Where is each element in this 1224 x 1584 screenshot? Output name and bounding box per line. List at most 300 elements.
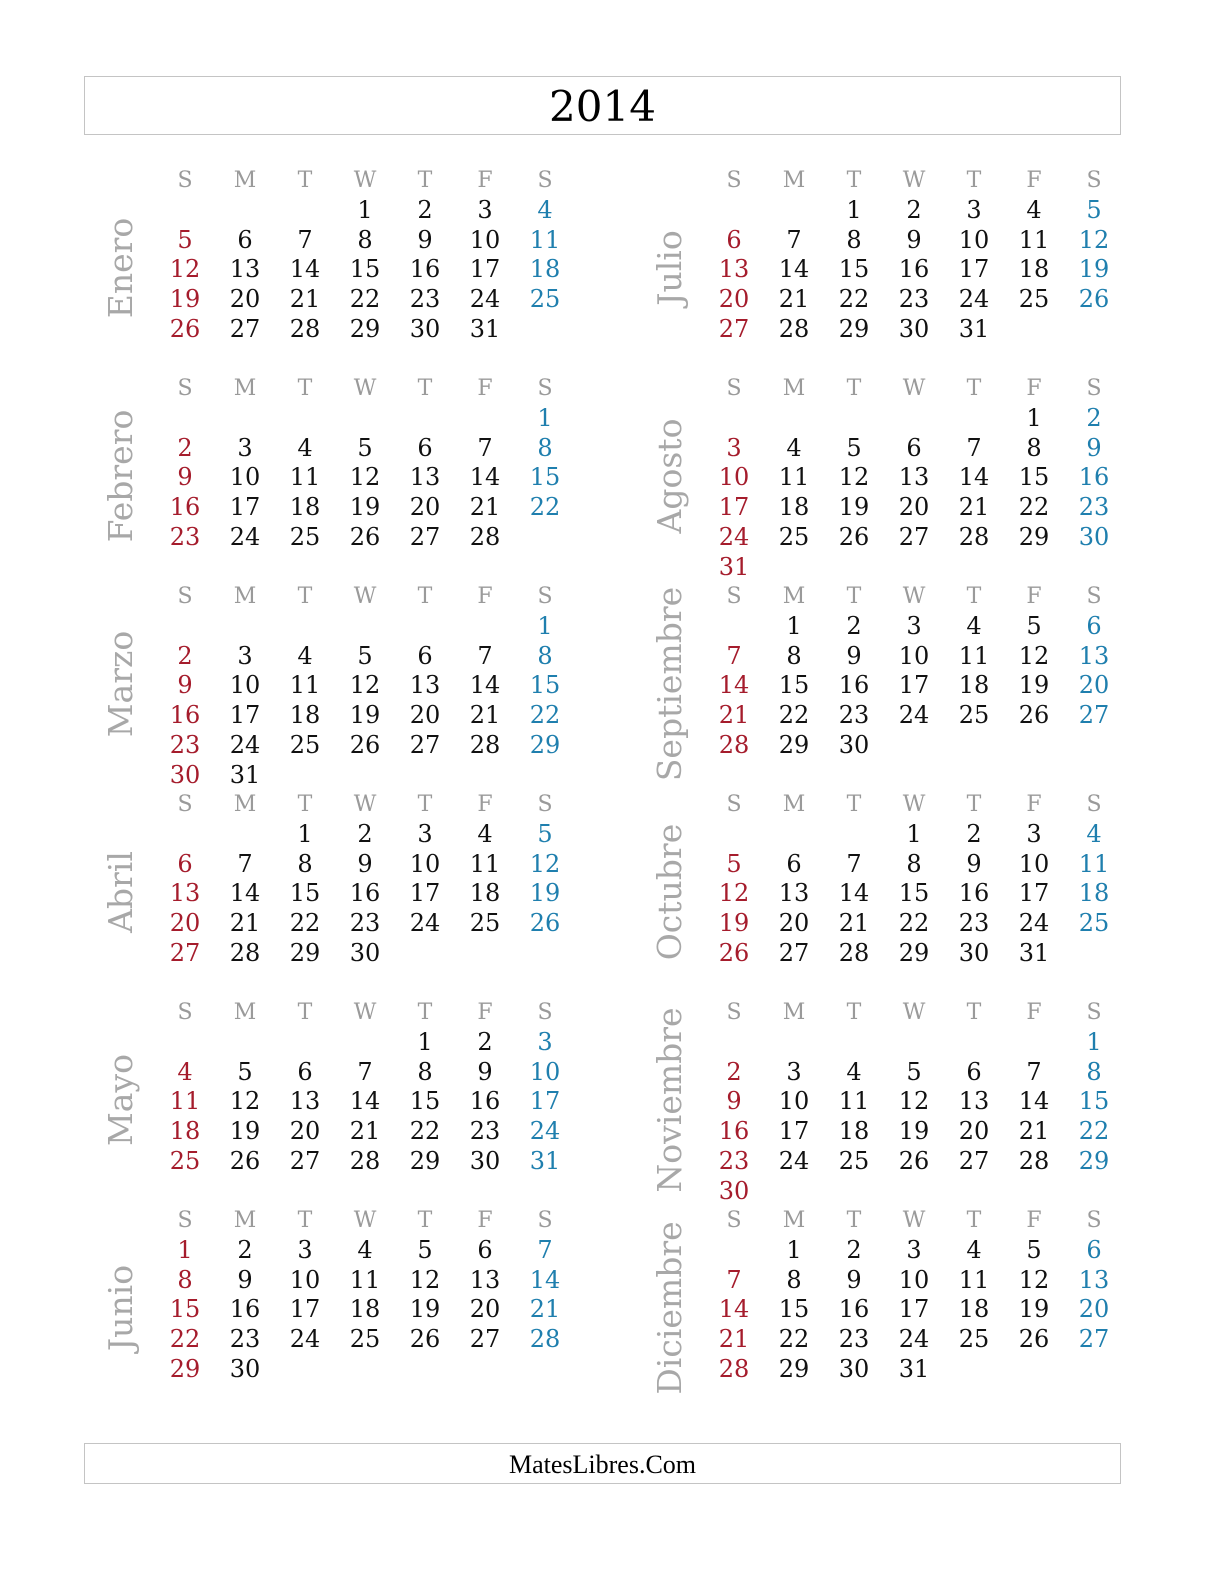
day-cell: 17 [229,493,261,522]
day-cell: 18 [838,1117,870,1146]
day-cell: 8 [177,1265,193,1294]
weekday-header: M [782,792,806,817]
day-cell: 7 [237,849,253,878]
day-cell: 12 [529,849,561,878]
day-cell: 5 [1026,1235,1042,1264]
month-name: Noviembre [650,1007,689,1193]
month-name: Febrero [101,409,140,543]
day-cell: 26 [349,730,381,759]
month-septiembre [634,582,1154,790]
day-cell: 9 [357,849,373,878]
weekday-header: W [902,584,926,609]
day-cell: 25 [289,522,321,551]
day-cell: 31 [958,314,990,343]
month-octubre [634,790,1154,998]
day-cell: 22 [898,909,930,938]
weekday-header: S [537,376,553,401]
weekday-header: S [177,168,193,193]
day-cell: 11 [1018,225,1050,254]
day-cell: 5 [357,641,373,670]
day-cell: 20 [1078,1295,1110,1324]
day-cell: 14 [1018,1087,1050,1116]
day-cell: 9 [417,225,433,254]
day-cell: 12 [1078,225,1110,254]
day-cell: 28 [529,1325,561,1354]
day-cell: 15 [838,255,870,284]
day-cell: 4 [297,641,313,670]
empty-cell [155,404,215,434]
weekday-header: F [477,792,493,817]
day-cell: 15 [409,1087,441,1116]
day-cell: 16 [169,701,201,730]
day-cell: 17 [718,493,750,522]
day-cell: 26 [169,314,201,343]
day-cell: 15 [1078,1087,1110,1116]
day-cell: 20 [898,493,930,522]
month-days-grid [155,790,575,969]
day-cell: 7 [537,1235,553,1264]
day-cell: 7 [477,433,493,462]
day-cell: 4 [177,1057,193,1086]
day-cell: 28 [718,1354,750,1383]
weekday-header: S [537,168,553,193]
empty-cell [455,612,515,642]
day-cell: 4 [1026,195,1042,224]
empty-cell [704,820,764,850]
day-cell: 21 [958,493,990,522]
day-cell: 25 [169,1146,201,1175]
month-noviembre [634,998,1154,1206]
month-days-grid [155,998,575,1177]
day-cell: 22 [1078,1117,1110,1146]
day-cell: 10 [778,1087,810,1116]
day-cell: 29 [289,938,321,967]
weekday-header: T [417,168,433,193]
day-cell: 4 [786,433,802,462]
day-cell: 17 [778,1117,810,1146]
weekday-header: T [966,376,982,401]
month-days-grid [704,998,1124,1207]
day-cell: 11 [349,1265,381,1294]
day-cell: 13 [1078,641,1110,670]
empty-cell [215,612,275,642]
day-cell: 9 [846,1265,862,1294]
weekday-header: T [297,792,313,817]
day-cell: 30 [958,938,990,967]
day-cell: 24 [289,1325,321,1354]
day-cell: 24 [898,701,930,730]
weekday-header: M [233,376,257,401]
day-cell: 13 [1078,1265,1110,1294]
day-cell: 21 [778,285,810,314]
month-days-grid [704,374,1124,583]
day-cell: 3 [237,641,253,670]
day-cell: 20 [958,1117,990,1146]
empty-cell [764,196,824,226]
day-cell: 25 [529,285,561,314]
day-cell: 23 [1078,493,1110,522]
day-cell: 23 [469,1117,501,1146]
day-cell: 28 [349,1146,381,1175]
day-cell: 24 [958,285,990,314]
day-cell: 26 [409,1325,441,1354]
empty-cell [455,404,515,434]
day-cell: 4 [357,1235,373,1264]
month-name: Junio [101,1264,140,1352]
day-cell: 22 [529,701,561,730]
day-cell: 9 [846,641,862,670]
weekday-header: S [1086,168,1102,193]
day-cell: 22 [289,909,321,938]
day-cell: 19 [409,1295,441,1324]
day-cell: 28 [778,314,810,343]
empty-cell [215,1028,275,1058]
day-cell: 4 [537,195,553,224]
empty-cell [944,1028,1004,1058]
day-cell: 1 [417,1027,433,1056]
day-cell: 20 [409,701,441,730]
day-cell: 6 [1086,1235,1102,1264]
month-name: Octubre [650,823,689,961]
day-cell: 14 [958,463,990,492]
day-cell: 9 [237,1265,253,1294]
day-cell: 24 [529,1117,561,1146]
day-cell: 4 [477,819,493,848]
month-name: Septiembre [650,586,689,782]
day-cell: 5 [726,849,742,878]
day-cell: 1 [357,195,373,224]
day-cell: 12 [898,1087,930,1116]
day-cell: 5 [846,433,862,462]
empty-cell [824,820,884,850]
empty-cell [704,1028,764,1058]
day-cell: 17 [898,1295,930,1324]
day-cell: 3 [966,195,982,224]
day-cell: 8 [537,641,553,670]
empty-cell [335,612,395,642]
day-cell: 3 [417,819,433,848]
weekday-header: M [233,1000,257,1025]
day-cell: 19 [1018,1295,1050,1324]
day-cell: 27 [409,522,441,551]
day-cell: 26 [229,1146,261,1175]
day-cell: 15 [349,255,381,284]
day-cell: 1 [846,195,862,224]
day-cell: 17 [898,671,930,700]
weekday-header: M [782,376,806,401]
day-cell: 18 [958,1295,990,1324]
day-cell: 31 [229,760,261,789]
day-cell: 10 [409,849,441,878]
weekday-header: T [846,1208,862,1233]
empty-cell [215,820,275,850]
weekday-header: T [846,584,862,609]
empty-cell [155,1028,215,1058]
day-cell: 13 [229,255,261,284]
weekday-header: T [846,168,862,193]
day-cell: 16 [958,879,990,908]
day-cell: 21 [469,493,501,522]
day-cell: 12 [349,463,381,492]
day-cell: 7 [357,1057,373,1086]
weekday-header: W [353,168,377,193]
day-cell: 25 [349,1325,381,1354]
empty-cell [275,404,335,434]
day-cell: 10 [529,1057,561,1086]
month-febrero [85,374,605,582]
empty-cell [704,1236,764,1266]
year-title: 2014 [84,76,1121,135]
day-cell: 11 [778,463,810,492]
day-cell: 11 [289,671,321,700]
day-cell: 4 [1086,819,1102,848]
day-cell: 23 [409,285,441,314]
day-cell: 8 [786,1265,802,1294]
day-cell: 14 [469,463,501,492]
day-cell: 21 [1018,1117,1050,1146]
day-cell: 12 [229,1087,261,1116]
day-cell: 28 [289,314,321,343]
day-cell: 28 [469,730,501,759]
day-cell: 8 [846,225,862,254]
day-cell: 18 [349,1295,381,1324]
day-cell: 31 [529,1146,561,1175]
day-cell: 29 [169,1354,201,1383]
empty-cell [824,1028,884,1058]
day-cell: 21 [718,701,750,730]
day-cell: 26 [718,938,750,967]
weekday-header: S [726,1000,742,1025]
day-cell: 4 [966,611,982,640]
day-cell: 9 [177,671,193,700]
day-cell: 23 [958,909,990,938]
day-cell: 18 [778,493,810,522]
day-cell: 30 [718,1176,750,1205]
empty-cell [155,196,215,226]
empty-cell [335,1028,395,1058]
day-cell: 8 [1086,1057,1102,1086]
day-cell: 7 [966,433,982,462]
day-cell: 2 [477,1027,493,1056]
day-cell: 25 [289,730,321,759]
day-cell: 1 [537,611,553,640]
day-cell: 8 [357,225,373,254]
day-cell: 12 [718,879,750,908]
day-cell: 2 [357,819,373,848]
weekday-header: M [233,168,257,193]
day-cell: 2 [177,641,193,670]
weekday-header: M [782,168,806,193]
day-cell: 9 [966,849,982,878]
day-cell: 16 [898,255,930,284]
day-cell: 6 [906,433,922,462]
day-cell: 23 [349,909,381,938]
month-days-grid [155,166,575,345]
weekday-header: W [902,1000,926,1025]
day-cell: 3 [477,195,493,224]
day-cell: 4 [846,1057,862,1086]
day-cell: 24 [718,522,750,551]
day-cell: 18 [169,1117,201,1146]
day-cell: 27 [229,314,261,343]
day-cell: 7 [726,641,742,670]
day-cell: 31 [1018,938,1050,967]
day-cell: 25 [958,701,990,730]
weekday-header: F [477,1208,493,1233]
weekday-header: F [1026,168,1042,193]
day-cell: 16 [349,879,381,908]
day-cell: 14 [718,1295,750,1324]
day-cell: 29 [778,1354,810,1383]
day-cell: 5 [537,819,553,848]
weekday-header: M [782,584,806,609]
empty-cell [764,820,824,850]
day-cell: 1 [1026,403,1042,432]
day-cell: 16 [169,493,201,522]
day-cell: 26 [529,909,561,938]
day-cell: 18 [529,255,561,284]
day-cell: 15 [778,671,810,700]
day-cell: 3 [726,433,742,462]
month-name: Abril [101,851,140,933]
month-name: Enero [101,217,140,319]
day-cell: 6 [1086,611,1102,640]
day-cell: 2 [906,195,922,224]
weekday-header: F [477,584,493,609]
weekday-header: F [477,1000,493,1025]
day-cell: 29 [409,1146,441,1175]
day-cell: 13 [958,1087,990,1116]
weekday-header: T [846,1000,862,1025]
day-cell: 19 [349,493,381,522]
day-cell: 1 [786,611,802,640]
day-cell: 6 [726,225,742,254]
weekday-header: F [1026,584,1042,609]
day-cell: 15 [529,671,561,700]
empty-cell [704,196,764,226]
weekday-header: M [233,584,257,609]
day-cell: 29 [778,730,810,759]
empty-cell [155,820,215,850]
month-abril [85,790,605,998]
weekday-header: S [177,1208,193,1233]
empty-cell [215,196,275,226]
weekday-header: S [726,792,742,817]
day-cell: 6 [297,1057,313,1086]
day-cell: 13 [778,879,810,908]
day-cell: 23 [838,1325,870,1354]
day-cell: 2 [417,195,433,224]
day-cell: 27 [409,730,441,759]
day-cell: 10 [229,463,261,492]
day-cell: 30 [469,1146,501,1175]
day-cell: 10 [898,641,930,670]
weekday-header: T [846,376,862,401]
day-cell: 7 [477,641,493,670]
weekday-header: W [353,1208,377,1233]
day-cell: 9 [177,463,193,492]
day-cell: 14 [469,671,501,700]
day-cell: 15 [169,1295,201,1324]
day-cell: 17 [409,879,441,908]
day-cell: 22 [409,1117,441,1146]
weekday-header: S [537,792,553,817]
empty-cell [155,612,215,642]
day-cell: 7 [1026,1057,1042,1086]
day-cell: 22 [169,1325,201,1354]
day-cell: 20 [409,493,441,522]
day-cell: 25 [469,909,501,938]
day-cell: 5 [417,1235,433,1264]
day-cell: 1 [177,1235,193,1264]
month-days-grid [155,374,575,553]
weekday-header: F [1026,1208,1042,1233]
day-cell: 6 [237,225,253,254]
day-cell: 30 [229,1354,261,1383]
day-cell: 25 [838,1146,870,1175]
day-cell: 27 [289,1146,321,1175]
day-cell: 1 [537,403,553,432]
day-cell: 20 [718,285,750,314]
day-cell: 28 [229,938,261,967]
day-cell: 2 [846,611,862,640]
day-cell: 29 [1018,522,1050,551]
weekday-header: F [1026,376,1042,401]
day-cell: 6 [177,849,193,878]
empty-cell [395,404,455,434]
day-cell: 7 [297,225,313,254]
day-cell: 10 [898,1265,930,1294]
weekday-header: F [1026,792,1042,817]
empty-cell [704,404,764,434]
day-cell: 27 [958,1146,990,1175]
weekday-header: T [966,168,982,193]
month-julio [634,166,1154,374]
day-cell: 26 [1018,701,1050,730]
empty-cell [704,612,764,642]
day-cell: 2 [1086,403,1102,432]
day-cell: 20 [229,285,261,314]
day-cell: 23 [718,1146,750,1175]
day-cell: 5 [906,1057,922,1086]
weekday-header: T [417,792,433,817]
day-cell: 8 [1026,433,1042,462]
day-cell: 8 [786,641,802,670]
day-cell: 11 [958,1265,990,1294]
day-cell: 10 [289,1265,321,1294]
empty-cell [884,404,944,434]
empty-cell [215,404,275,434]
day-cell: 2 [846,1235,862,1264]
day-cell: 22 [838,285,870,314]
weekday-header: T [966,584,982,609]
day-cell: 23 [169,730,201,759]
empty-cell [275,612,335,642]
day-cell: 31 [898,1354,930,1383]
day-cell: 9 [477,1057,493,1086]
day-cell: 6 [786,849,802,878]
day-cell: 27 [169,938,201,967]
day-cell: 17 [289,1295,321,1324]
day-cell: 19 [718,909,750,938]
month-mayo [85,998,605,1206]
day-cell: 11 [289,463,321,492]
weekday-header: S [726,584,742,609]
weekday-header: W [353,376,377,401]
day-cell: 25 [958,1325,990,1354]
day-cell: 26 [1078,285,1110,314]
day-cell: 14 [838,879,870,908]
